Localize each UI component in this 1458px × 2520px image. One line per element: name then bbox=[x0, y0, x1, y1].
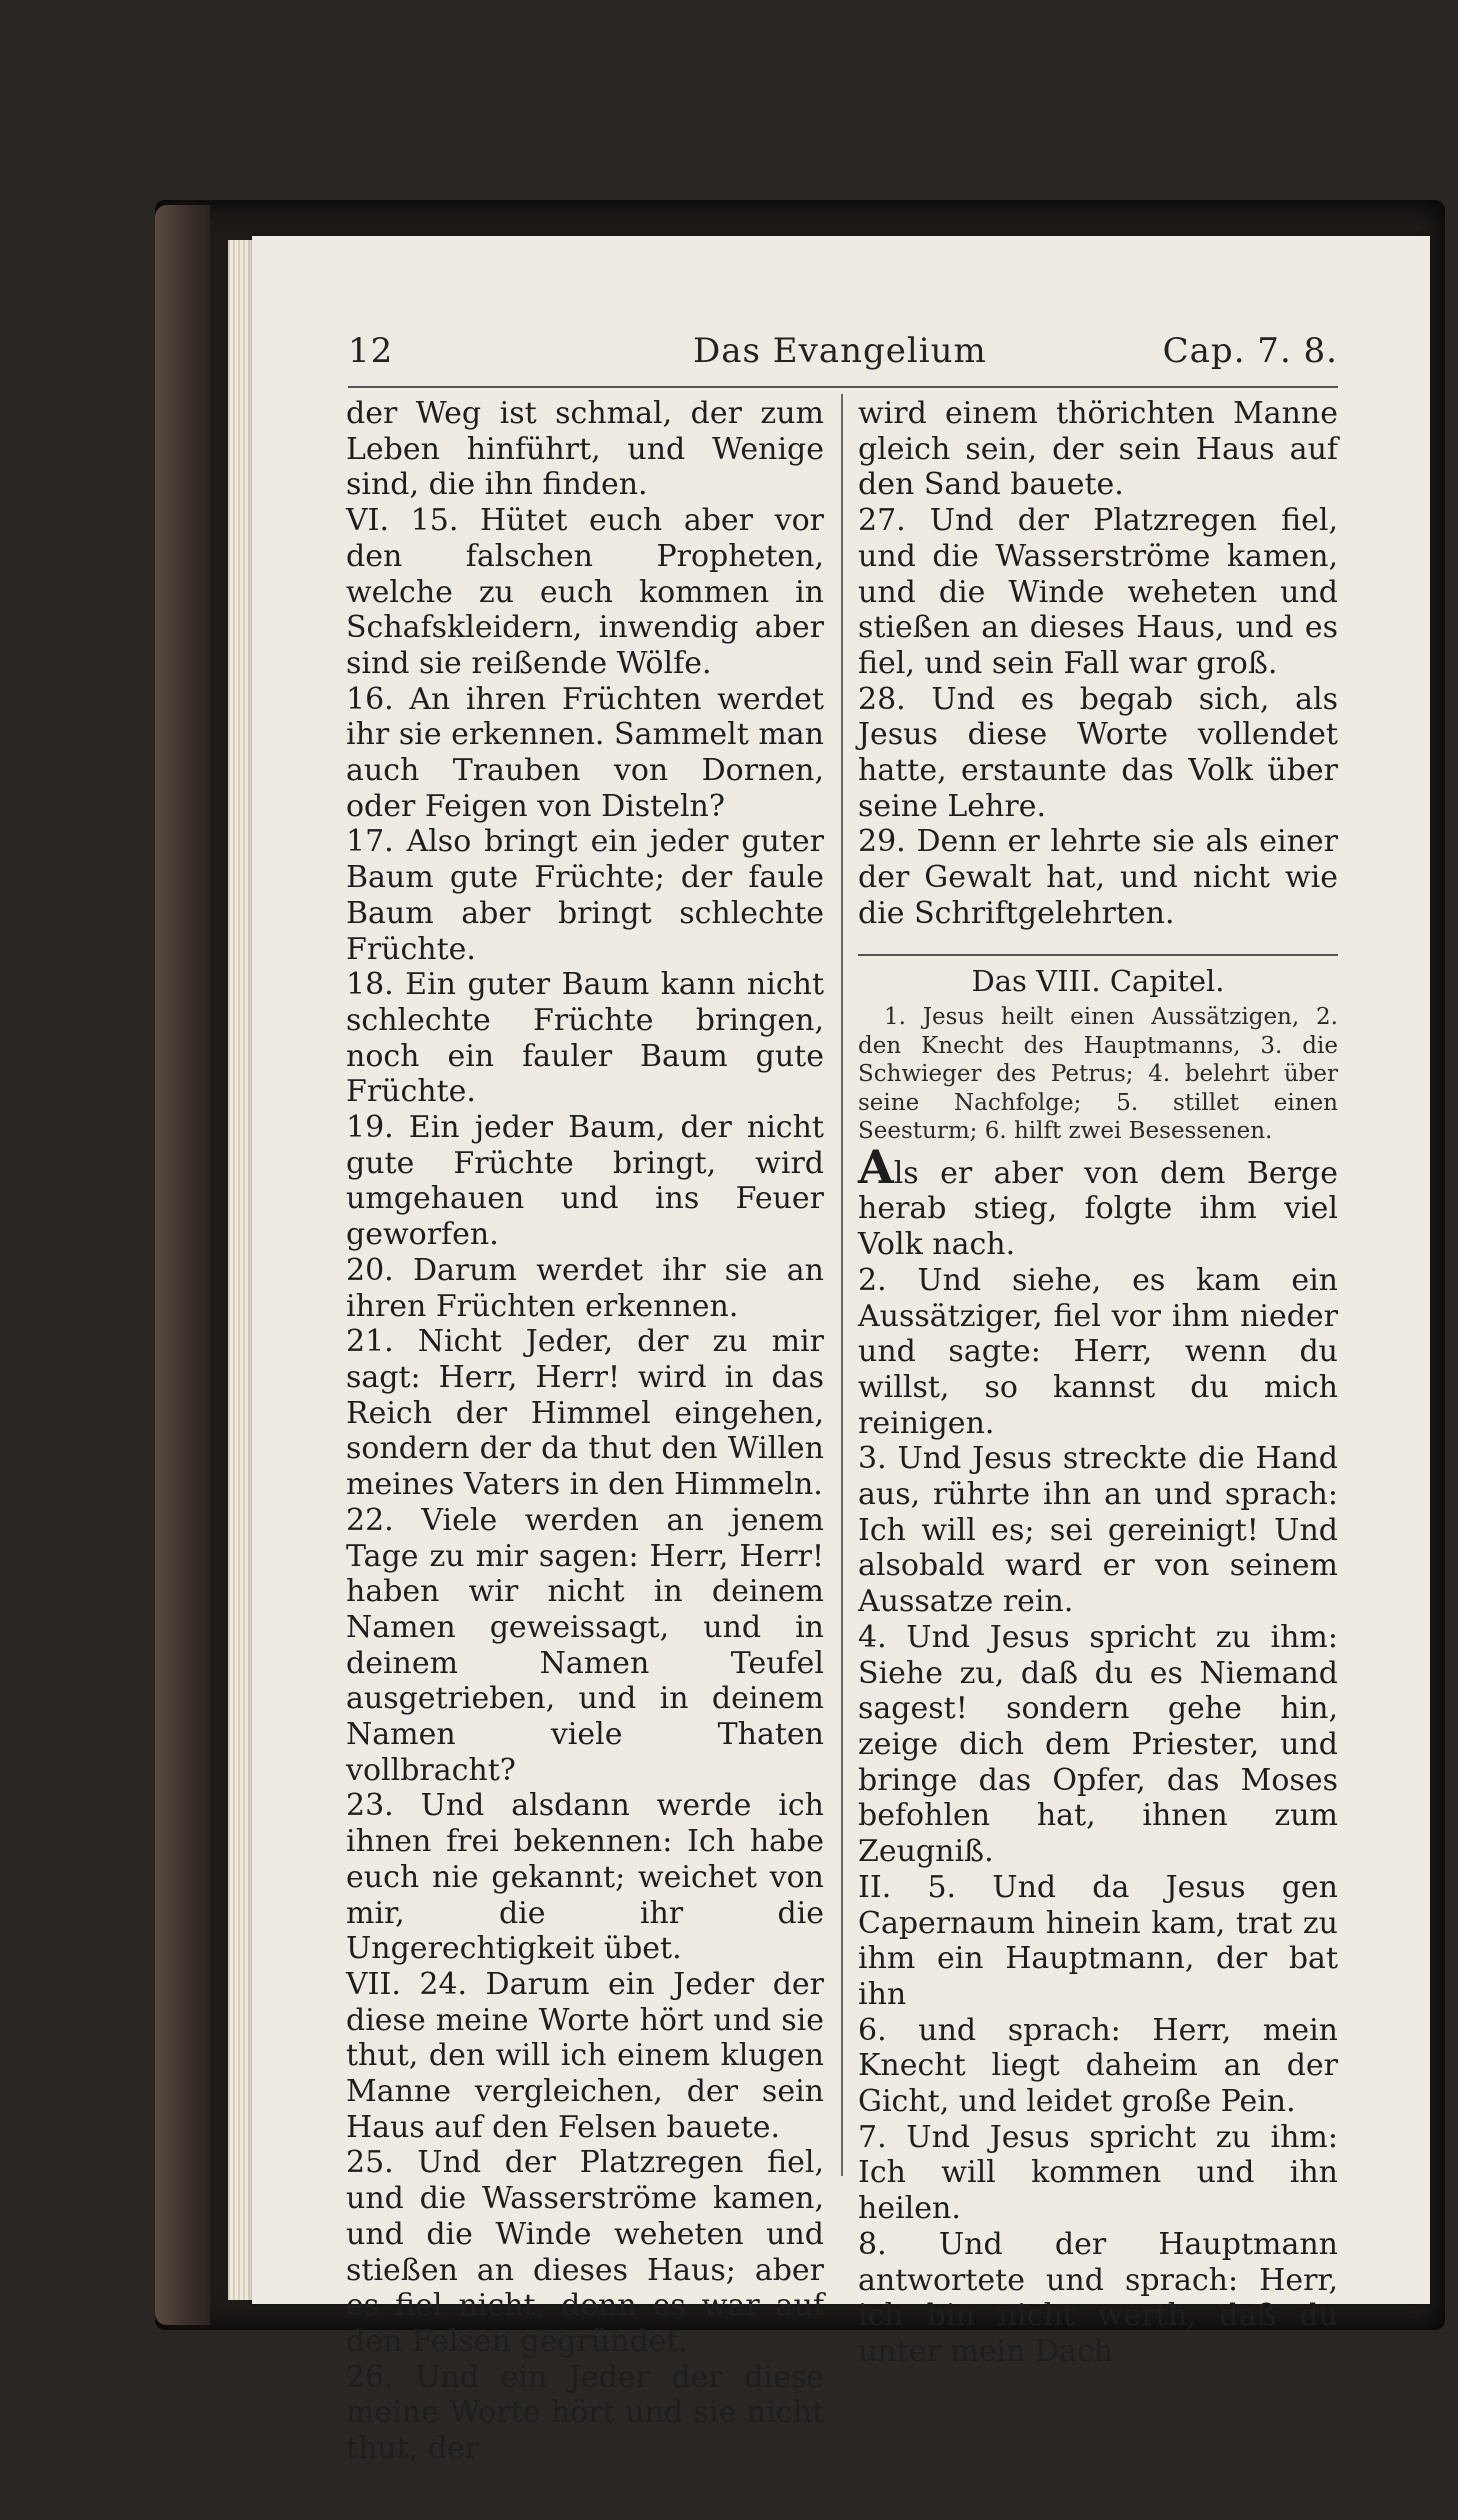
chapter-rule bbox=[858, 954, 1338, 956]
book-spine bbox=[155, 205, 210, 2325]
verse-text: 8. Und der Hauptmann antwortete und sprach: Herr, ich bin nicht werth, daß du unter mein Dach bbox=[858, 2226, 1338, 2369]
verse-text: 27. Und der Platzregen fiel, und die Wasserströme kamen, und die Winde weheten und stießen an dieses Haus, und es fiel, und sein Fall war groß. bbox=[858, 503, 1338, 681]
chapter-title: Das VIII. Capitel. bbox=[971, 963, 1225, 998]
verse-text: 3. Und Jesus streckte die Hand aus, rührte ihn an und sprach: Ich will es; sei gereinigt! Und alsobald ward er von seinem Aussatze rein. bbox=[858, 1441, 1338, 1620]
verse-text: VI. 15. Hütet euch aber vor den falschen Propheten, welche zu euch kommen in Schafskleidern, inwendig aber sind sie reißende Wölfe. bbox=[346, 503, 824, 681]
verse-text: ls er aber von dem Berge herab stieg, folgte ihm viel Volk nach. bbox=[858, 1155, 1338, 1263]
drop-capital: A bbox=[858, 1139, 894, 1194]
verse-text: 25. Und der Platzregen fiel, und die Wasserströme kamen, und die Winde weheten und stießen an dieses Haus; aber es fiel nicht, denn es war auf den Felsen gegründet. bbox=[346, 2145, 824, 2359]
page-number: 12 bbox=[348, 331, 394, 371]
verse-text: 26. Und ein Jeder der diese meine Worte hört und sie nicht thut, der bbox=[346, 2359, 824, 2467]
verse-text: 6. und sprach: Herr, mein Knecht liegt daheim an der Gicht, und leidet große Pein. bbox=[858, 2012, 1338, 2120]
running-title: Das Evangelium bbox=[693, 331, 987, 371]
verse-text: 16. An ihren Früchten werdet ihr sie erkennen. Sammelt man auch Trauben von Dornen, oder Feigen von Disteln? bbox=[346, 681, 824, 824]
right-column bbox=[858, 396, 1338, 2370]
verse-text: wird einem thörichten Manne gleich sein, der sein Haus auf den Sand bauete. bbox=[858, 396, 1338, 503]
book-page bbox=[252, 236, 1430, 2467]
verse-text: 19. Ein jeder Baum, der nicht gute Früchte bringt, wird umgehauen und ins Feuer geworfen. bbox=[346, 1110, 824, 1253]
verse-text: 23. Und alsdann werde ich ihnen frei bekennen: Ich habe euch nie gekannt; weichet von mir, die ihr die Ungerechtigkeit übet. bbox=[346, 1788, 824, 1967]
verse-text: 21. Nicht Jeder, der zu mir sagt: Herr, Herr! wird in das Reich der Himmel eingehen, sondern der da thut den Willen meines Vaters in den Himmeln. bbox=[346, 1324, 824, 1503]
chapter-summary: 1. Jesus heilt einen Aussätzigen, 2. den Knecht des Hauptmanns, 3. die Schwieger des Petrus; 4. belehrt über seine Nachfolge; 5. stillet einen Seesturm; 6. hilft zwei Besessenen. bbox=[858, 1004, 1338, 1145]
verse-text: 17. Also bringt ein jeder guter Baum gute Früchte; der faule Baum aber bringt schlechte Früchte. bbox=[346, 824, 824, 967]
verse-text: 28. Und es begab sich, als Jesus diese Worte vollendet hatte, erstaunte das Volk über seine Lehre. bbox=[858, 681, 1338, 824]
verse-text: 22. Viele werden an jenem Tage zu mir sagen: Herr, Herr! haben wir nicht in deinem Namen geweissagt, und in deinem Namen Teufel ausgetrieben, und in deinem Namen viele Thaten vollbracht? bbox=[346, 1502, 824, 1788]
verse-text: 20. Darum werdet ihr sie an ihren Früchten erkennen. bbox=[346, 1252, 824, 1324]
verse-text: 2. Und siehe, es kam ein Aussätziger, fiel vor ihm nieder und sagte: Herr, wenn du willst, so kannst du mich reinigen. bbox=[858, 1262, 1338, 1441]
column-divider bbox=[841, 394, 843, 2176]
header-rule bbox=[348, 386, 1338, 388]
left-column bbox=[346, 396, 824, 2467]
chapter-first-verse bbox=[858, 1139, 1338, 1263]
verse-text: der Weg ist schmal, der zum Leben hinführt, und Wenige sind, die ihn finden. bbox=[346, 396, 824, 503]
verse-text: 29. Denn er lehrte sie als einer der Gewalt hat, und nicht wie die Schriftgelehrten. bbox=[858, 824, 1338, 931]
verse-text: 18. Ein guter Baum kann nicht schlechte Früchte bringen, noch ein fauler Baum gute Früchte. bbox=[346, 967, 824, 1110]
verse-text: 7. Und Jesus spricht zu ihm: Ich will kommen und ihn heilen. bbox=[858, 2119, 1338, 2227]
verse-text: 4. Und Jesus spricht zu ihm: Siehe zu, daß du es Niemand sagest! sondern gehe hin, zeige dich dem Priester, und bringe das Opfer, das Moses befohlen hat, ihnen zum Zeugniß. bbox=[858, 1619, 1338, 1870]
verse-text: VII. 24. Darum ein Jeder der diese meine Worte hört und sie thut, den will ich einem klugen Manne vergleichen, der sein Haus auf den Felsen bauete. bbox=[346, 1966, 824, 2145]
chapter-reference: Cap. 7. 8. bbox=[1162, 331, 1338, 371]
verse-text: II. 5. Und da Jesus gen Capernaum hinein kam, trat zu ihm ein Hauptmann, der bat ihn bbox=[858, 1869, 1338, 2012]
running-header bbox=[348, 331, 1338, 381]
